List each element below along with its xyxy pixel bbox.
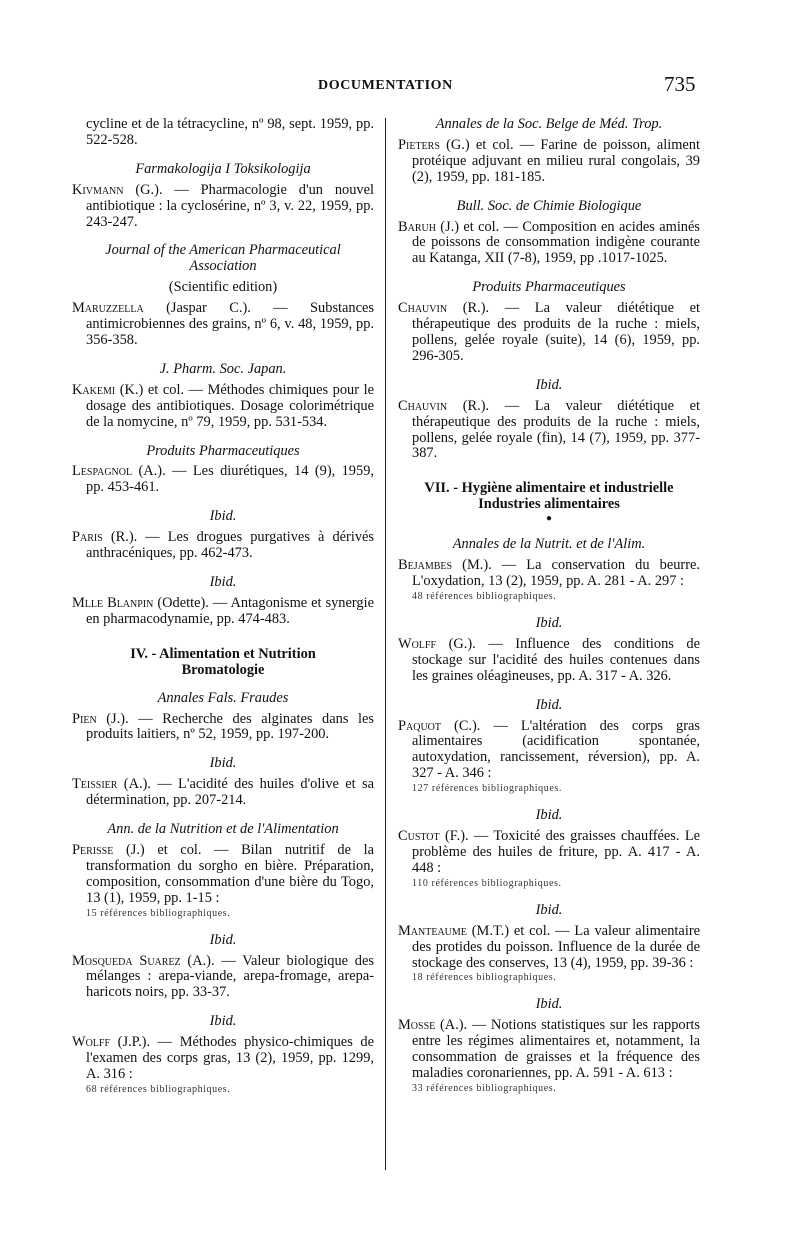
journal-subheading: (Scientific edition) <box>168 279 278 296</box>
entry-continuation: cycline et de la tétracycline, nº 98, sept. 1959, pp. 522-528. <box>86 116 374 148</box>
journal-heading: J. Pharm. Soc. Japan. <box>159 360 287 377</box>
journal-heading: Ibid. <box>209 755 237 772</box>
references-note: 110 références bibliographiques. <box>412 877 562 889</box>
journal-heading: Ibid. <box>535 615 563 632</box>
bibliography-entry <box>398 829 700 877</box>
bibliography-entry <box>72 954 374 1002</box>
entry-author: Kakemi <box>72 381 116 398</box>
bibliography-entry <box>72 530 374 562</box>
entry-text: (J.) et col. — Composition en acides aminés de poissons de consommation indigène courante au Katanga, XII (7-8), 1959, pp .1017-1025. <box>412 218 700 267</box>
left-column <box>72 117 374 1096</box>
entry-author: Mlle Blanpin <box>72 594 154 611</box>
entry-author: Wolff <box>398 635 437 652</box>
entry-text: (J.). — Recherche des alginates dans les produits laitiers, nº 52, 1959, pp. 197-200. <box>86 710 374 743</box>
entry-text: (G.) et col. — Farine de poisson, aliment protéique adjuvant en milieu rural congolais, 39 (2), 1959, pp. 181-185. <box>412 136 700 185</box>
bibliography-entry <box>398 558 700 590</box>
bibliography-entry <box>398 719 700 783</box>
entry-text: (K.) et col. — Méthodes chimiques pour le dosage des antibiotiques. Dosage colorimétrique de la nomycine, nº 79, 1959, pp. 531-534. <box>86 381 374 430</box>
journal-heading: Ibid. <box>209 573 237 590</box>
journal-heading: Produits Pharmaceutiques <box>472 279 626 296</box>
entry-author: Chauvin <box>398 397 448 414</box>
entry-author: Manteaume <box>398 922 467 939</box>
entry-author: Paquot <box>398 717 441 734</box>
entry-text: (M.T.) et col. — La valeur alimentaire des protides du poisson. Influence de la durée de stockage des conserves, 13 (4), 1959, pp. 39-36 : <box>412 922 700 971</box>
entry-author: Mosqueda Suarez <box>72 952 181 969</box>
references-note: 127 références bibliographiques. <box>412 783 562 795</box>
bibliography-entry <box>72 301 374 349</box>
entry-author: Lespagnol <box>72 463 133 480</box>
journal-heading: Ibid. <box>209 1013 237 1030</box>
entry-text: (M.). — La conservation du beurre. L'oxydation, 13 (2), 1959, pp. A. 281 - A. 297 : <box>412 557 700 590</box>
bullet-ornament: ● <box>545 513 553 525</box>
bibliography-entry <box>72 712 374 744</box>
journal-heading: Annales de la Nutrit. et de l'Alim. <box>452 536 646 553</box>
bibliography-entry <box>398 637 700 685</box>
bibliography-entry <box>398 301 700 365</box>
journal-heading: Annales de la Soc. Belge de Méd. Trop. <box>435 116 663 132</box>
entry-text: (A.). — Valeur biologique des mélanges : arepa-viande, arepa-fromage, arepa-haricots noirs, pp. 33-37. <box>86 952 374 1001</box>
journal-heading: Bull. Soc. de Chimie Biologique <box>456 197 642 214</box>
references-note: 68 références bibliographiques. <box>86 1083 231 1095</box>
entry-author: Mosse <box>398 1017 436 1034</box>
journal-heading: Ibid. <box>535 376 563 393</box>
entry-text: (Jaspar C.). — Substances antimicrobiennes des grains, nº 6, v. 48, 1959, pp. 356-358. <box>86 300 374 348</box>
entry-text: (G.). — Pharmacologie d'un nouvel antibiotique : la cyclosérine, nº 3, v. 22, 1959, pp. 243-247. <box>86 181 374 230</box>
entry-text: (R.). — La valeur diététique et thérapeutique des produits de la ruche : miels, pollens, gelée royale (suite), 14 (6), 1959, pp. 296-305. <box>412 300 700 364</box>
entry-author: Teissier <box>72 776 118 793</box>
entry-author: Custot <box>398 828 440 845</box>
entry-text: (R.). — Les drogues purgatives à dérivés anthracéniques, pp. 462-473. <box>86 529 374 562</box>
entry-text: (A.). — L'acidité des huiles d'olive et sa détermination, pp. 207-214. <box>86 776 374 809</box>
journal-heading: Ibid. <box>209 931 237 948</box>
journal-heading: Ann. de la Nutrition et de l'Alimentation <box>107 821 339 838</box>
bibliography-entry <box>398 924 700 972</box>
journal-heading: Ibid. <box>535 696 563 713</box>
references-note: 33 références bibliographiques. <box>412 1082 557 1094</box>
running-title: DOCUMENTATION <box>318 78 453 93</box>
entry-author: Maruzzella <box>72 300 144 317</box>
entry-text: (J.) et col. — Bilan nutritif de la transformation du sorgho en bière. Préparation, composition, consommation d'une bière du Togo, 13 (1), 1959, pp. 1-15 : <box>86 842 374 906</box>
entry-author: Baruh <box>398 218 436 235</box>
bibliography-entry <box>398 138 700 186</box>
entry-author: Paris <box>72 529 103 546</box>
entry-text: (A.). — Les diurétiques, 14 (9), 1959, pp. 453-461. <box>86 463 374 496</box>
bibliography-entry <box>72 464 374 496</box>
bibliography-entry <box>72 596 374 628</box>
entry-author: Bejambes <box>398 557 453 574</box>
entry-text: (A.). — Notions statistiques sur les rapports entre les régimes alimentaires et, notamment, la consommation de graisses et la fréquence des maladies coronariennes, pp. A. 591 - A. 613 : <box>412 1017 700 1082</box>
right-column <box>398 117 700 1095</box>
entry-author: Pieters <box>398 136 440 153</box>
entry-text: (C.). — L'altération des corps gras alimentaires (acidification spontanée, autoxydation, rancissement, réversion), pp. A. 327 - A. 346 : <box>412 717 700 782</box>
bibliography-entry <box>398 399 700 463</box>
entry-text: (F.). — Toxicité des graisses chauffées. Le problème des huiles de friture, pp. A. 417 - A. 448 : <box>412 828 700 876</box>
bibliography-entry <box>72 843 374 907</box>
page-number: 735 <box>664 72 696 96</box>
entry-author: Chauvin <box>398 300 448 317</box>
entry-author: Pien <box>72 710 97 727</box>
references-note: 48 références bibliographiques. <box>412 591 557 603</box>
bibliography-entry <box>398 1018 700 1082</box>
journal-heading: Ibid. <box>535 807 563 824</box>
bibliography-entry <box>72 777 374 809</box>
journal-heading: Annales Fals. Fraudes <box>157 689 289 706</box>
journal-heading: Journal of the American Pharmaceutical Association <box>105 242 341 275</box>
entry-text: (Odette). — Antagonisme et synergie en pharmacodynamie, pp. 474-483. <box>86 594 375 627</box>
section-subtitle: Industries alimentaires <box>478 496 620 513</box>
references-note: 15 références bibliographiques. <box>86 907 231 919</box>
bibliography-entry <box>72 383 374 431</box>
entry-author: Perisse <box>72 842 114 858</box>
section-heading <box>72 646 374 678</box>
section-title: VII. - Hygiène alimentaire et industrielle <box>424 480 674 497</box>
entry-text: (G.). — Influence des conditions de stockage sur l'acidité des huiles contenues dans les graines oléagineuses, pp. A. 317 - A. 326. <box>412 635 700 684</box>
journal-heading: Ibid. <box>209 508 237 525</box>
references-note: 18 références bibliographiques. <box>412 972 557 984</box>
entry-author: Wolff <box>72 1034 111 1051</box>
column-divider <box>385 118 386 1170</box>
bibliography-entry <box>72 183 374 231</box>
entry-text: (R.). — La valeur diététique et thérapeutique des produits de la ruche : miels, pollens, gelée royale (fin), 14 (7), 1959, pp. 377-387. <box>412 397 700 462</box>
entry-text: (J.P.). — Méthodes physico-chimiques de l'examen des corps gras, 13 (2), 1959, pp. 1299, A. 316 : <box>86 1034 374 1082</box>
bibliography-entry <box>398 220 700 268</box>
journal-heading: Produits Pharmaceutiques <box>146 442 300 459</box>
entry-author: Kivmann <box>72 181 124 198</box>
journal-heading: Farmakologija I Toksikologija <box>135 160 311 177</box>
journal-heading: Ibid. <box>535 996 563 1013</box>
bibliography-entry <box>72 1035 374 1083</box>
section-subtitle: Bromatologie <box>181 661 265 678</box>
journal-heading: Ibid. <box>535 901 563 918</box>
section-heading <box>398 480 700 524</box>
section-title: IV. - Alimentation et Nutrition <box>130 645 316 662</box>
